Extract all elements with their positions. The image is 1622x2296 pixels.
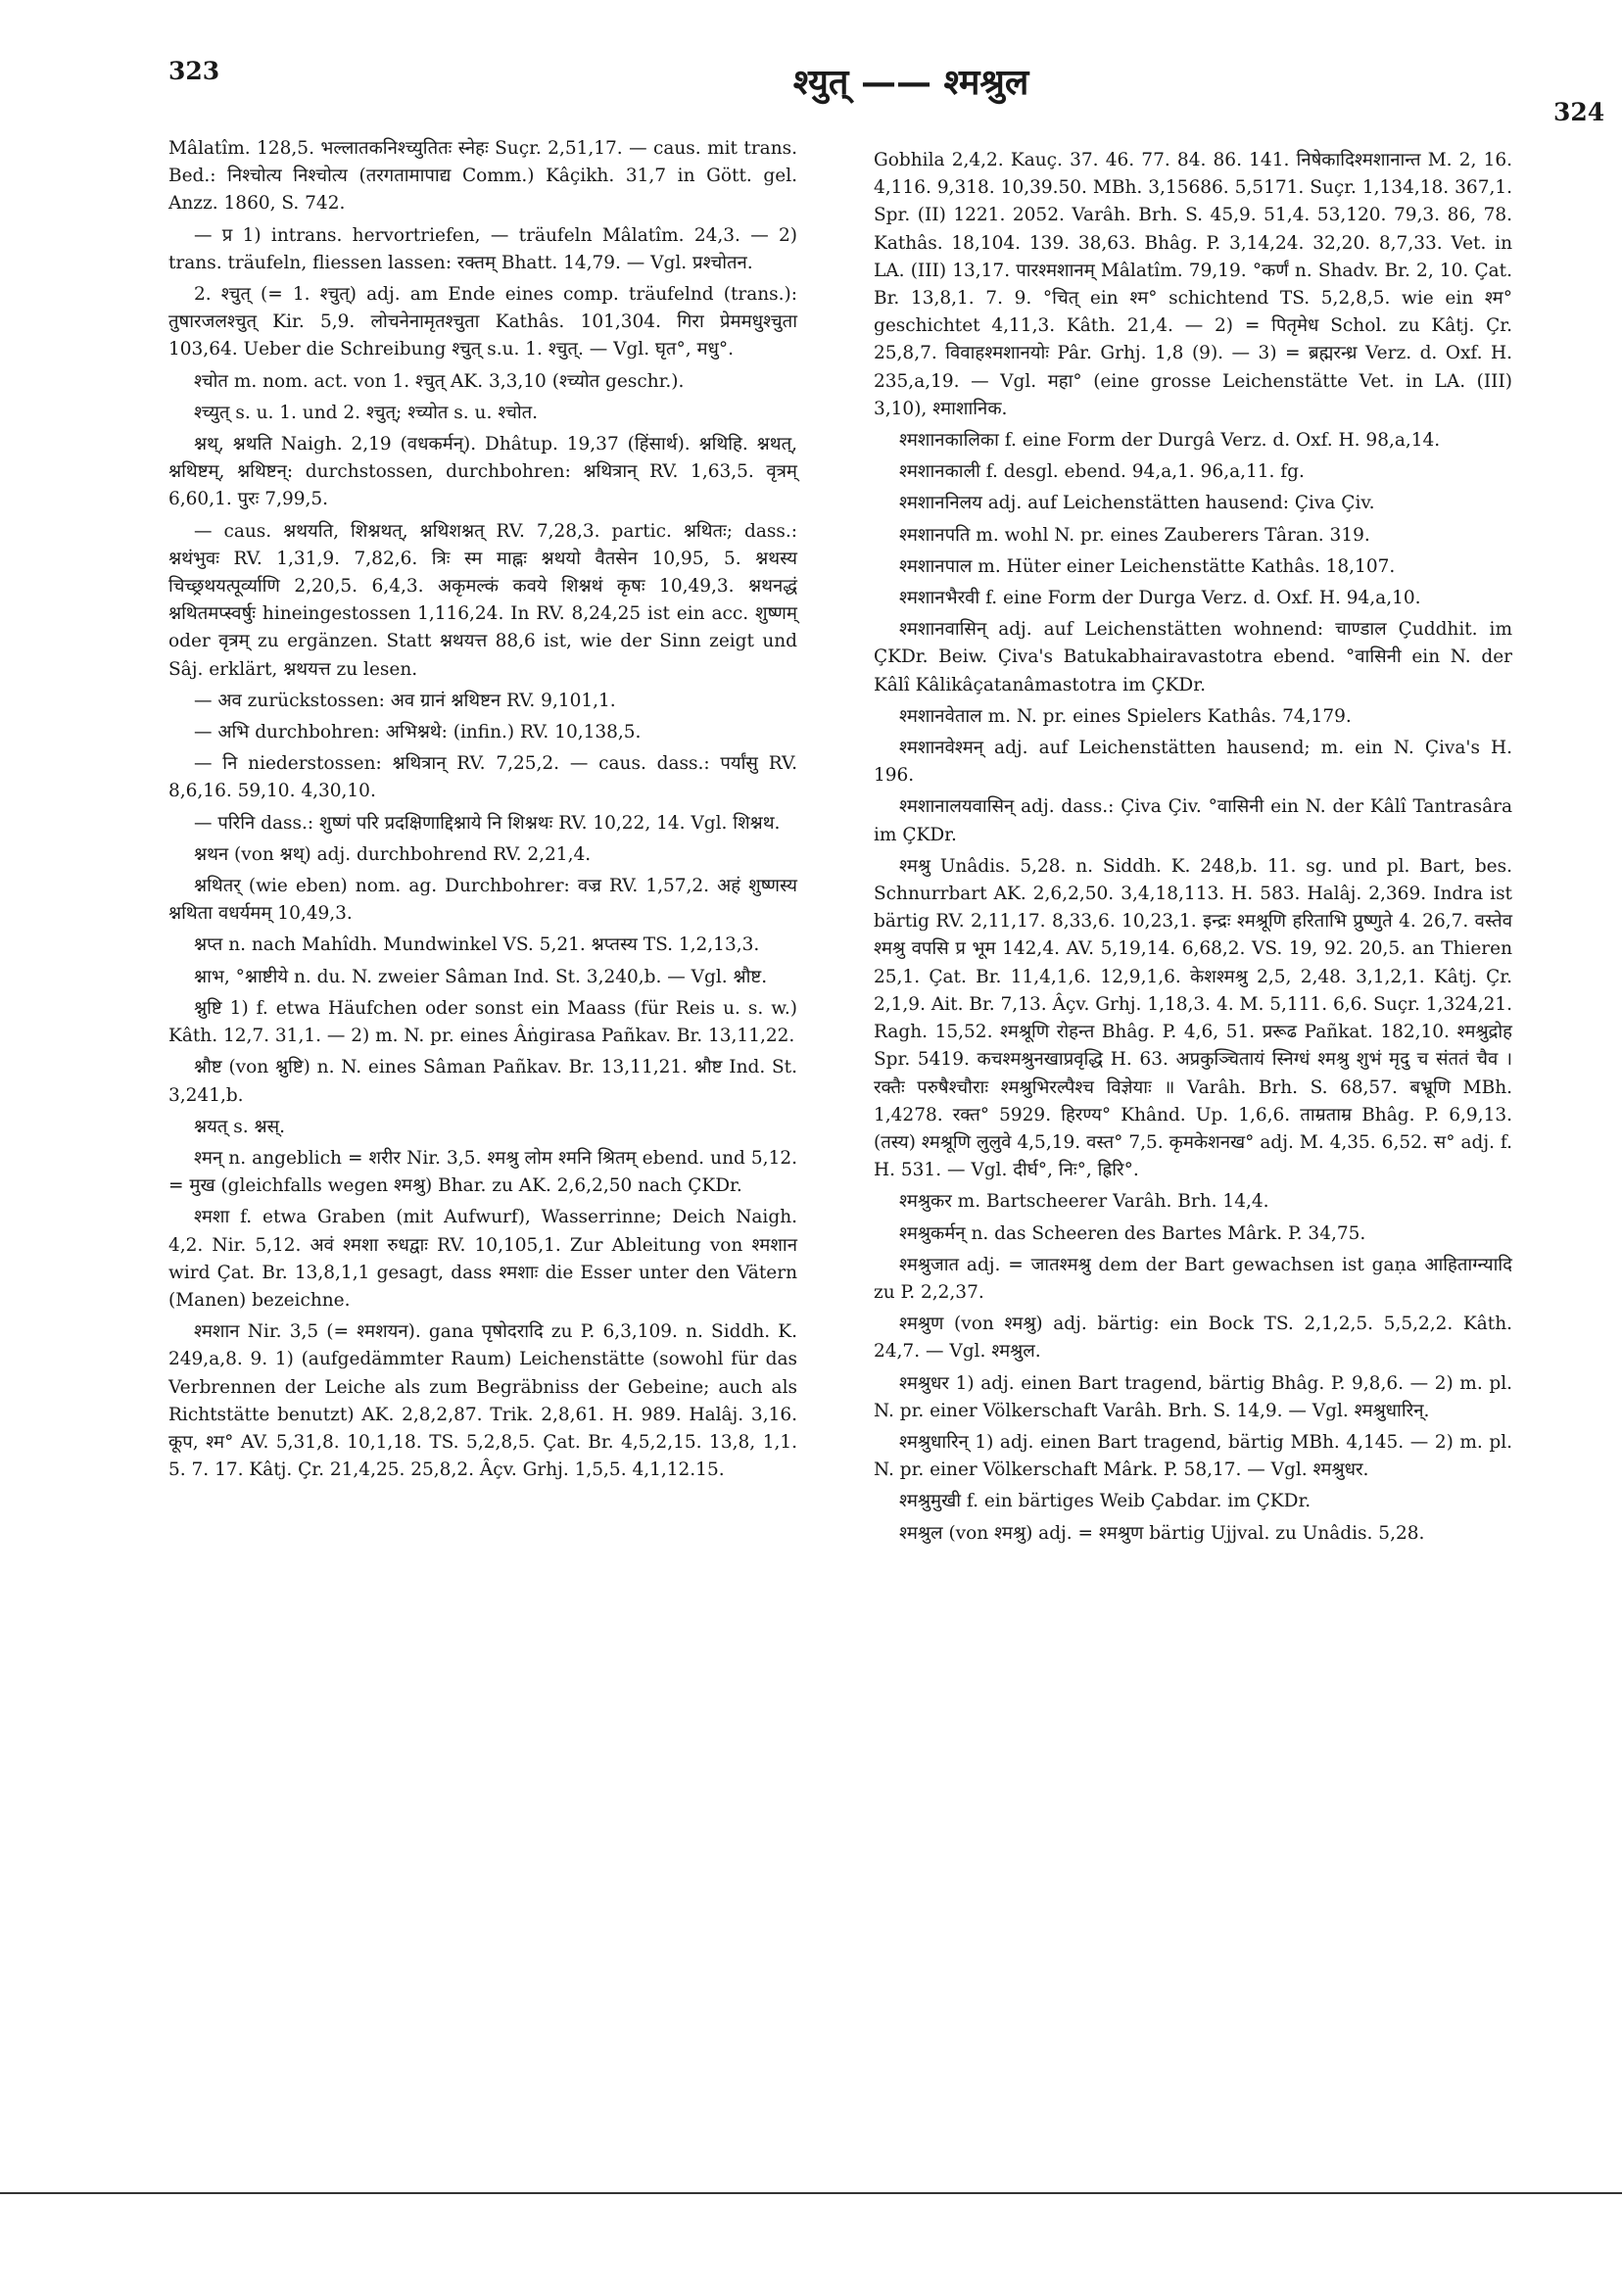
entry: श्मशाननिलय adj. auf Leichenstätten hausend: Çiva Çiv. — [899, 493, 1375, 514]
entry: श्मश्रुण (von श्मश्रु) adj. bärtig: ein Bock TS. 2,1,2,5. 5,5,2,2. Kâth. 24,7. — Vgl. श्मश्रुल. — [874, 1314, 1512, 1363]
entry: श्मशानपाल m. Hüter einer Leichenstätte Kathâs. 18,107. — [899, 555, 1396, 577]
entry: श्नथन (von श्नथ्) adj. durchbohrend RV. 2,21,4. — [194, 843, 592, 865]
entry: श्मशानवासिन् adj. auf Leichenstätten wohnend: चाण्डाल Çuddhit. im ÇKDr. Beiw. Çiva's Batukabhairavastotra ebend. °वासिनी ein N. der Kâlî Kâlikâçatanâmastotra im ÇKDr. — [874, 619, 1512, 695]
entry: श्मश्रु Unâdis. 5,28. n. Siddh. K. 248,b. 11. sg. und pl. Bart, bes. Schnurrbart AK. 2,6,2,50. 3,4,18,113. H. 583. Halâj. 2,369. Indra ist bärtig RV. 2,11,17. 8,33,6. 10,23,1. इन्द्रः श्मश्रूणि हरिताभि प्रुष्णुते 4. 26,7. वस्तेव श्मश्रु वपसि प्र भूम 142,4. AV. 5,19,14. 6,68,2. VS. 19, 92. 20,5. an Thieren 25,1. Çat. Br. 11,4,1,6. 12,9,1,6. केशश्मश्रु 2,5, 2,48. 3,1,2,1. Kâtj. Çr. 2,1,9. Ait. Br. 7,13. Âçv. Grhj. 1,18,3. 4. M. 5,111. 6,6. Suçr. 1,324,21. Ragh. 15,52. श्मश्रूणि रोहन्त Bhâg. P. 4,6, 51. प्ररूढ Pañkat. 182,10. श्मश्रुद्रोह Spr. 5419. कचश्मश्रुनखाप्रवृद्धि H. 63. अप्रकुञ्चितायं स्निग्धं श्मश्रु शुभं मृदु च संततं चैव । रक्तैः परुषैश्चौराः श्मश्रुभिरल्पैश्च विज्ञेयाः ॥ Varâh. Brh. S. 68,57. बभ्रूणि MBh. 1,4278. रक्त° 5929. हिरण्य° Khând. Up. 1,6,6. ताम्रताम्र Bhâg. P. 6,9,13. (तस्य) श्मश्रूणि लुलुवे 4,5,19. वस्त° 7,5. कृमकेशनख° adj. M. 4,35. 6,52. स° adj. f. H. 531. — Vgl. दीर्घ°, निः°, ह्रिरि°. — [874, 855, 1512, 1181]
entry: श्नथ्, श्नथति Naigh. 2,19 (वधकर्मन्). Dhâtup. 19,37 (हिंसार्थ). श्नथिहि. श्नथत्, श्नथिष्टम्, श्नथिष्टन्: durchstossen, durchbohren: श्नथित्रान् RV. 1,63,5. वृत्रम् 6,60,1. पुरः 7,99,5. — [168, 434, 797, 510]
entry: श्मशानपति m. wohl N. pr. eines Zauberers Târan. 319. — [899, 524, 1370, 546]
entry: श्चोत m. nom. act. von 1. श्चुत् AK. 3,3,10 (श्च्योत geschr.). — [194, 370, 685, 392]
entry: श्मशानवेताल m. N. pr. eines Spielers Kathâs. 74,179. — [899, 705, 1352, 727]
entry: — caus. श्नथयति, शिश्नथत्, श्नथिशश्नत् RV. 7,28,3. partic. श्नथितः; dass.: श्नथंभुवः RV. 1,31,9. 7,82,6. त्रिः स्म माह्नः श्नथयो वैतसेन 10,95, 5. श्नथस्य चिच्छ्रथयत्पूर्व्याणि 2,20,5. 6,4,3. अकृमल्कं कवये शिश्नथं कृषः 10,49,3. श्नथनद्धं श्नथितमप्स्वर्षुः hineingestossen 1,116,24. In RV. 8,24,25 ist ein acc. शुष्णम् oder वृत्रम् zu ergänzen. Statt श्नथयत्त 88,6 ist, wie der Sinn zeigt und Sâj. erklärt, श्नथयत्त zu lesen. — [168, 520, 797, 680]
entry: — परिनि dass.: शुष्णं परि प्रदक्षिणाद्दिश्नाये नि शिश्नथः RV. 10,22, 14. Vgl. शिश्नथ. — [194, 812, 781, 834]
entry: श्मश्रुधारिन् 1) adj. einen Bart tragend, bärtig MBh. 4,145. — 2) m. pl. N. pr. einer Völkerschaft Mârk. P. 58,17. — Vgl. श्मश्रुधर. — [874, 1431, 1512, 1481]
entry: — नि niederstossen: श्नथित्रान् RV. 7,25,2. — caus. dass.: पर्यांसु RV. 8,6,16. 59,10. 4,30,10. — [168, 753, 797, 802]
entry: श्मश्रुजात adj. = जातश्मश्रु dem der Bart gewachsen ist gaṇa आहिताग्न्यादि zu P. 2,2,37. — [874, 1254, 1512, 1303]
entry: श्मश्रुमुखी f. ein bärtiges Weib Çabdar. im ÇKDr. — [899, 1491, 1312, 1512]
entry: श्मश्रुल (von श्मश्रु) adj. = श्मश्रुण bärtig Ujjval. zu Unâdis. 5,28. — [899, 1522, 1425, 1544]
bottom-rule — [0, 2192, 1622, 2194]
entry: — अभि durchbohren: अभिश्नथे: (infin.) RV. 10,138,5. — [194, 722, 642, 743]
entry: श्च्युत् s. u. 1. und 2. श्चुत्; श्च्योत s. u. श्चोत. — [194, 402, 539, 423]
entry: श्मशानभैरवी f. eine Form der Durga Verz. d. Oxf. H. 94,a,10. — [899, 588, 1421, 609]
running-head: श्युत् —— श्मश्रुल — [792, 62, 1029, 103]
entry: श्मशानकालिका f. eine Form der Durgâ Verz. d. Oxf. H. 98,a,14. — [899, 430, 1441, 452]
entry: श्मशान Nir. 3,5 (= श्मशयन). gana पृषोदरादि zu P. 6,3,109. n. Siddh. K. 249,a,8. 9. 1) (aufgedämmter Raum) Leichenstätte (sowohl für das Verbrennen der Leiche als zum Begräbniss der Gebeine; auch als Richtstätte benutzt) AK. 2,8,2,87. Trik. 2,8,61. H. 989. Halâj. 3,16. कूप, श्म° AV. 5,31,8. 10,1,18. TS. 5,2,8,5. Çat. Br. 4,5,2,15. 13,8, 1,1. 5. 7. 17. Kâtj. Çr. 21,4,25. 25,8,2. Âçv. Grhj. 1,5,5. 4,1,12.15. — [168, 1321, 797, 1481]
entry: — अव zurückstossen: अव ग्रानं श्नथिष्टन RV. 9,101,1. — [194, 690, 616, 711]
entry: श्मशानालयवासिन् adj. dass.: Çiva Çiv. °वासिनी ein N. der Kâlî Tantrasâra im ÇKDr. — [874, 796, 1512, 845]
entry: श्नौष्ट (von श्नुष्टि) n. N. eines Sâman Pañkav. Br. 13,11,21. श्नौष्ट Ind. St. 3,241,b. — [168, 1057, 797, 1106]
page-number-left: 323 — [168, 57, 220, 85]
entry: श्नथितर् (wie eben) nom. ag. Durchbohrer: वज्र RV. 1,57,2. अहं शुष्णस्य श्नथिता वधर्यमम् 10,49,3. — [168, 876, 797, 925]
entry: श्नाभ, °श्नाष्टीये n. du. N. zweier Sâman Ind. St. 3,240,b. — Vgl. श्नौष्ट. — [194, 966, 768, 987]
entry: श्मश्रुकर्मन् n. das Scheeren des Bartes Mârk. P. 34,75. — [899, 1222, 1366, 1244]
page-number-right: 324 — [1553, 98, 1605, 126]
entry: Mâlatîm. 128,5. भल्लातकनिश्च्युतितः स्नेहः Suçr. 2,51,17. — caus. mit trans. Bed.: निश्चोत्य निश्चोत्य (तरगतामापाद्य Comm.) Kâçikh. 31,7 in Gött. gel. Anzz. 1860, S. 742. — [168, 138, 797, 215]
entry: श्मश्रुधर 1) adj. einen Bart tragend, bärtig Bhâg. P. 9,8,6. — 2) m. pl. N. pr. einer Völkerschaft Varâh. Brh. S. 14,9. — Vgl. श्मश्रुधारिन्. — [874, 1372, 1512, 1421]
entry: श्मन् n. angeblich = शरीर Nir. 3,5. श्मश्रु लोम श्मनि श्रितम् ebend. und 5,12. = मुख (gleichfalls wegen श्मश्रु) Bhar. zu AK. 2,6,2,50 nach ÇKDr. — [168, 1147, 797, 1197]
entry: श्नुष्टि 1) f. etwa Häufchen oder sonst ein Maass (für Reis u. s. w.) Kâth. 12,7. 31,1. — 2) m. N. pr. eines Âṅgirasa Pañkav. Br. 13,11,22. — [168, 997, 797, 1047]
entry: श्मशानवेश्मन् adj. auf Leichenstätten hausend; m. ein N. Çiva's H. 196. — [874, 738, 1512, 787]
entry: — प्र 1) intrans. hervortriefen, — träufeln Mâlatîm. 24,3. — 2) trans. träufeln, fliessen lassen: रक्तम् Bhatt. 14,79. — Vgl. प्रश्चोतन. — [168, 224, 797, 273]
entry: Gobhila 2,4,2. Kauç. 37. 46. 77. 84. 86. 141. निषेकादिश्मशानान्त M. 2, 16. 4,116. 9,318. 10,39.50. MBh. 3,15686. 5,5171. Suçr. 1,134,18. 367,1. Spr. (II) 1221. 2052. Varâh. Brh. S. 45,9. 51,4. 53,120. 79,3. 86, 78. Kathâs. 18,104. 139. 38,63. Bhâg. P. 3,14,24. 32,20. 8,7,33. Vet. in LA. (III) 13,17. पारश्मशानम् Mâlatîm. 79,19. °कर्णं n. Shadv. Br. 2, 10. Çat. Br. 13,8,1. 7. 9. °चित् ein श्म° schichtend TS. 5,2,8,5. wie ein श्म° geschichtet 4,11,3. Kâth. 21,4. — 2) = पितृमेध Schol. zu Kâtj. Çr. 25,8,7. विवाहश्मशानयोः Pâr. Grhj. 1,8 (9). — 3) = ब्रह्मरन्ध्र Verz. d. Oxf. H. 235,a,19. — Vgl. महा° (eine grosse Leichenstätte Vet. in LA. (III) 3,10), श्माशानिक. — [874, 150, 1512, 419]
left-column — [168, 135, 797, 1488]
entry: श्नयत् s. श्नस्. — [194, 1116, 285, 1137]
right-column — [874, 147, 1512, 1552]
entry: श्मशानकाली f. desgl. ebend. 94,a,1. 96,a,11. fg. — [899, 461, 1305, 483]
entry: श्मश्रुकर m. Bartscheerer Varâh. Brh. 14,4. — [899, 1191, 1269, 1213]
entry: श्नप्त n. nach Mahîdh. Mundwinkel VS. 5,21. श्नप्तस्य TS. 1,2,13,3. — [194, 934, 760, 956]
entry: श्मशा f. etwa Graben (mit Aufwurf), Wasserrinne; Deich Naigh. 4,2. Nir. 5,12. अवं श्मशा रुधद्वाः RV. 10,105,1. Zur Ableitung von श्मशान wird Çat. Br. 13,8,1,1 gesagt, dass श्मशाः die Esser unter den Vätern (Manen) bezeichne. — [168, 1207, 797, 1311]
entry: 2. श्चुत् (= 1. श्चुत्) adj. am Ende eines comp. träufelnd (trans.): तुषारजलश्चुत् Kir. 5,9. लोचनेनामृतश्चुता Kathâs. 101,304. गिरा प्रेममधुश्चुता 103,64. Ueber die Schreibung श्चुत् s.u. 1. श्चुत्. — Vgl. घृत°, मधु°. — [168, 284, 797, 360]
